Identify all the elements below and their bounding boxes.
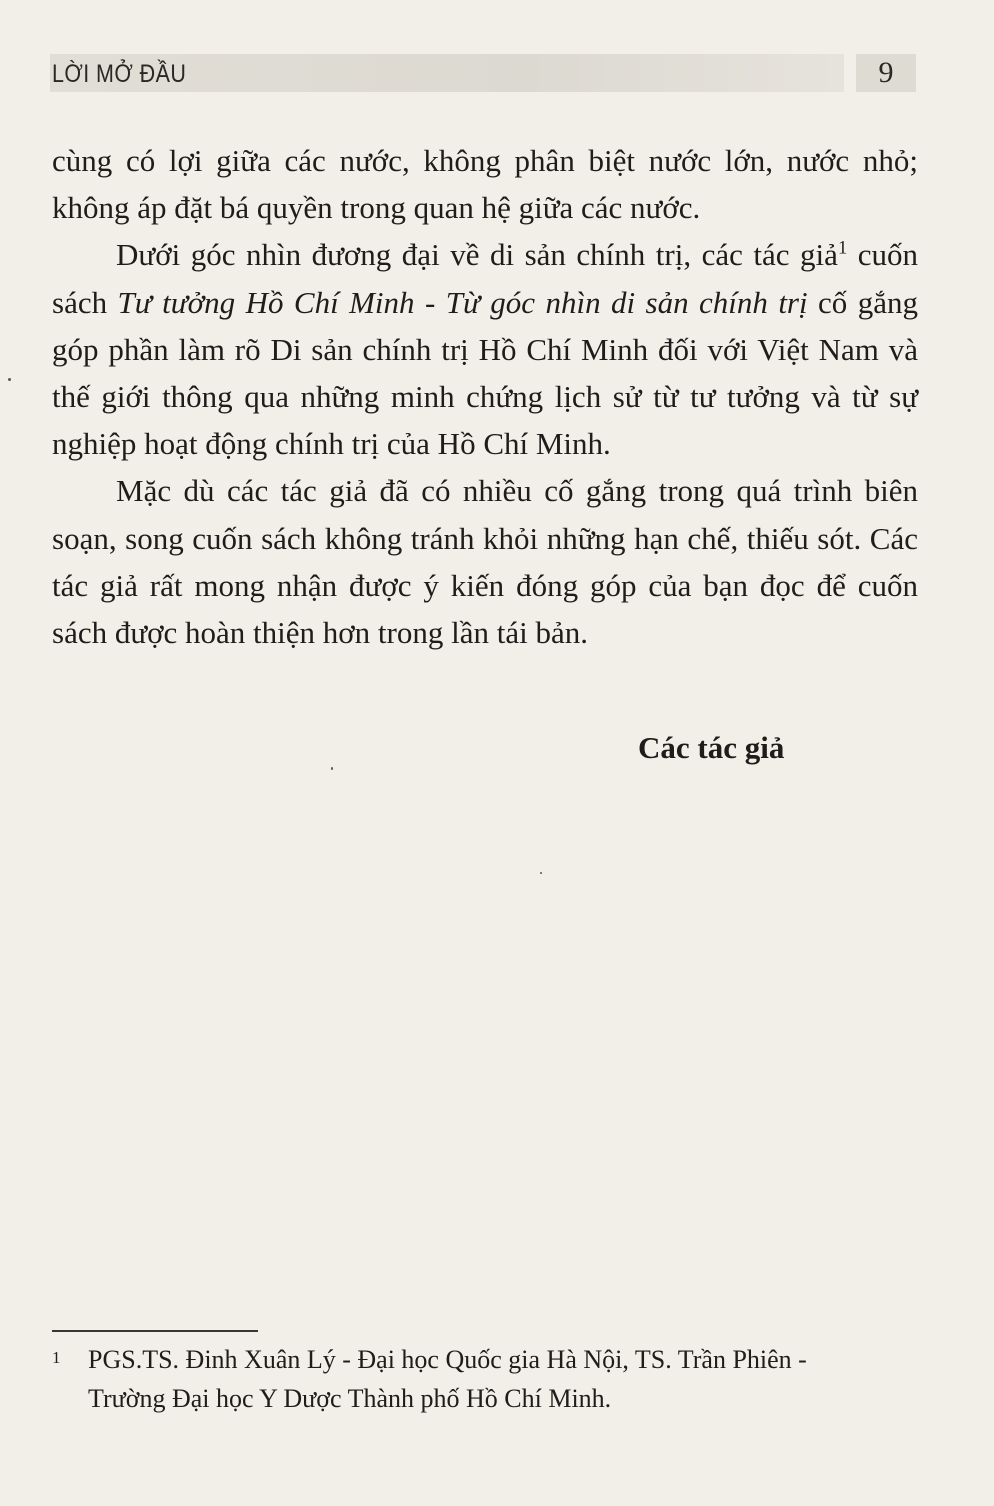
footnote-reference: 1 — [837, 238, 848, 260]
paragraph-3: Mặc dù các tác giả đã có nhiều cố gắng trong quá trình biên soạn, song cuốn sách không tránh khỏi những hạn chế, thiếu sót. Các tác giả rất mong nhận được ý kiến đóng góp của bạn đọc để cuốn sách được hoàn thiện hơn trong lần tái bản. — [52, 473, 918, 651]
paragraph-1: cùng có lợi giữa các nước, không phân biệt nước lớn, nước nhỏ; không áp đặt bá quyền trong quan hệ giữa các nước. — [52, 143, 918, 226]
footnote — [52, 1340, 918, 1418]
paper-speck — [8, 378, 11, 381]
paper-speck — [331, 767, 333, 770]
footnote-divider — [52, 1330, 258, 1332]
paragraph-2 — [52, 231, 918, 467]
page-number: 9 — [856, 54, 916, 92]
paragraph-2-tail: cố gắng góp phần làm rõ Di sản chính trị Hồ Chí Minh đối với Việt Nam và thế giới thông qua những minh chứng lịch sử từ tư tưởng và từ sự nghiệp hoạt động chính trị của Hồ Chí Minh. — [52, 284, 918, 462]
footnote-mark: 1 — [52, 1348, 61, 1367]
body-text — [52, 137, 918, 656]
paper-speck — [540, 872, 542, 874]
footnote-line-2: Trường Đại học Y Dược Thành phố Hồ Chí Minh. — [88, 1384, 612, 1413]
running-header-title: LỜI MỞ ĐẦU — [52, 60, 187, 88]
book-title: Tư tưởng Hồ Chí Minh - Từ góc nhìn di sản chính trị — [117, 284, 808, 320]
paragraph-2-mid: cuốn sách — [52, 237, 919, 320]
footnote-line-1: PGS.TS. Đinh Xuân Lý - Đại học Quốc gia Hà Nội, TS. Trần Phiên - — [88, 1345, 807, 1374]
paragraph-2-lead: Dưới góc nhìn đương đại về di sản chính trị, các tác giả — [116, 237, 838, 273]
signature: Các tác giả — [638, 730, 785, 765]
